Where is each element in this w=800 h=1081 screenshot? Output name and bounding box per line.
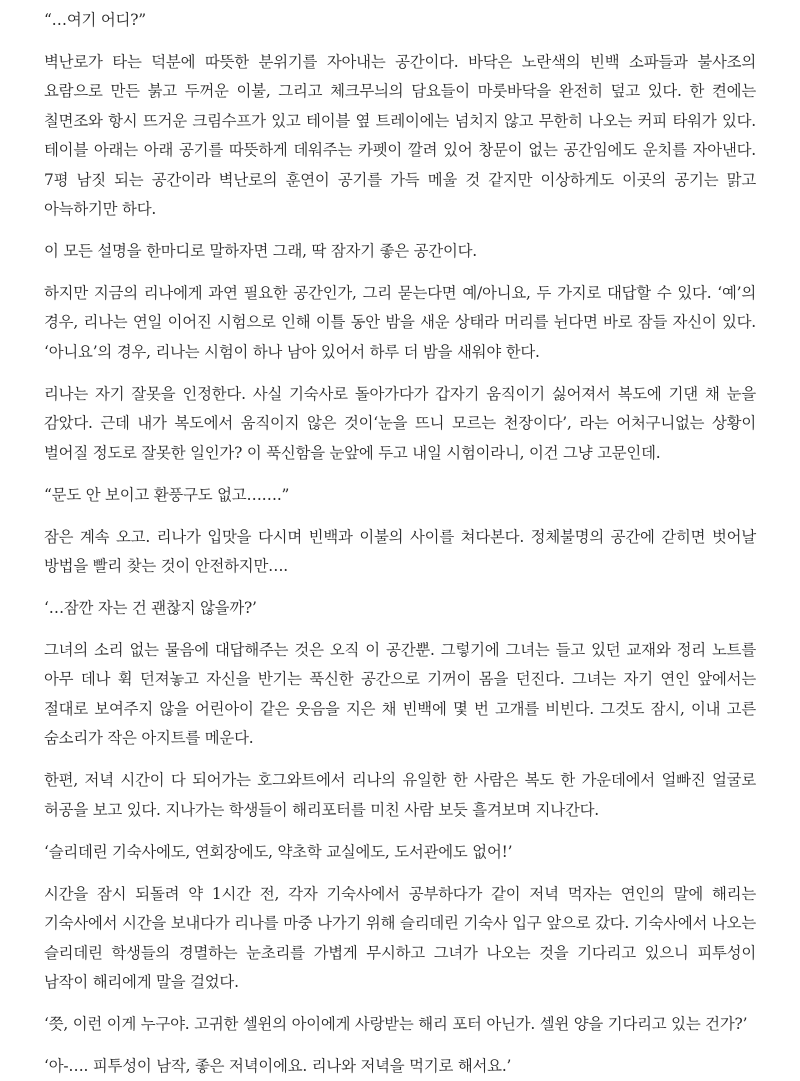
paragraph: 벽난로가 타는 덕분에 따뜻한 분위기를 자아내는 공간이다. 바닥은 노란색의 빈백 소파들과 불사조의 요람으로 만든 붉고 두꺼운 이불, 그리고 체크무늬의 담요들이 마룻바닥을 완전히 덮고 있다. 한 켠에는 칠면조와 항시 뜨거운 크림수프가 있고 테이블 옆 트레이에는 넘치지 않고 무한히 나오는 커피 타워가 있다. 테이블 아래는 아래 공기를 따뜻하게 데워주는 카펫이 깔려 있어 창문이 없는 공간임에도 운치를 자아낸다. 7평 남짓 되는 공간이라 벽난로의 훈연이 공기를 가득 메울 것 같지만 이상하게도 이곳의 공기는 맑고 아늑하기만 하다.	[44, 53, 756, 219]
paragraph: ‘…잠깐 자는 건 괜찮지 않을까?’	[44, 599, 257, 618]
paragraph: 그녀의 소리 없는 물음에 대답해주는 것은 오직 이 공간뿐. 그렇기에 그녀는 들고 있던 교재와 정리 노트를 아무 데나 휙 던져놓고 자신을 반기는 푹신한 공간으로 기꺼이 몸을 던진다. 그녀는 자기 연인 앞에서는 절대로 보여주지 않을 어린아이 같은 웃음을 지은 채 빈백에 몇 번 고개를 비빈다. 그것도 잠시, 이내 고른 숨소리가 작은 아지트를 메운다.	[44, 641, 756, 748]
paragraph: 하지만 지금의 리나에게 과연 필요한 공간인가, 그리 묻는다면 예/아니요, 두 가지로 대답할 수 있다. ‘예’의 경우, 리나는 연일 이어진 시험으로 인해 이틀 동안 밤을 새운 상태라 머리를 뉜다면 바로 잠들 자신이 있다. ‘아니요’의 경우, 리나는 시험이 하나 남아 있어서 하루 더 밤을 새워야 한다.	[44, 284, 756, 361]
paragraph: ‘쯧, 이런 이게 누구야. 고귀한 셀윈의 아이에게 사랑받는 해리 포터 아닌가. 셀윈 양을 기다리고 있는 건가?’	[44, 1014, 748, 1033]
paragraph: 잠은 계속 오고. 리나가 입맛을 다시며 빈백과 이불의 사이를 쳐다본다. 정체불명의 공간에 갇히면 벗어날 방법을 빨리 찾는 것이 안전하지만….	[44, 527, 756, 576]
paragraph: ‘아-…. 피투성이 남작, 좋은 저녁이에요. 리나와 저녁을 먹기로 해서요.’	[44, 1056, 512, 1075]
paragraph: 리나는 자기 잘못을 인정한다. 사실 기숙사로 돌아가다가 갑자기 움직이기 싫어져서 복도에 기댄 채 눈을 감았다. 근데 내가 복도에서 움직이지 않은 것이‘눈을 뜨니 모르는 천장이다’, 라는 어처구니없는 상황이 벌어질 정도로 잘못한 일인가? 이 푹신함을 눈앞에 두고 내일 시험이라니, 이건 그냥 고문인데.	[44, 384, 756, 462]
paragraph: 한편, 저녁 시간이 다 되어가는 호그와트에서 리나의 유일한 한 사람은 복도 한 가운데에서 얼빠진 얼굴로 허공을 보고 있다. 지나가는 학생들이 해리포터를 미친 사람 보듯 흘겨보며 지나간다.	[44, 771, 756, 819]
paragraph: ‘슬리데린 기숙사에도, 연회장에도, 약초학 교실에도, 도서관에도 없어!’	[44, 842, 513, 861]
paragraph: “…여기 어디?”	[44, 11, 146, 29]
paragraph: “문도 안 보이고 환풍구도 없고…….”	[44, 485, 290, 504]
paragraph: 이 모든 설명을 한마디로 말하자면 그래, 딱 잠자기 좋은 공간이다.	[44, 242, 477, 261]
paragraph: 시간을 잠시 되돌려 약 1시간 전, 각자 기숙사에서 공부하다가 같이 저녁 먹자는 연인의 말에 해리는 기숙사에서 시간을 보내다가 리나를 마중 나가기 위해 슬리데린 기숙사 입구 앞으로 갔다. 기숙사에서 나오는 슬리데린 학생들의 경멸하는 눈초리를 가볍게 무시하고 그녀가 나오는 것을 기다리고 있으니 피투성이 남작이 해리에게 말을 걸었다.	[44, 884, 756, 991]
